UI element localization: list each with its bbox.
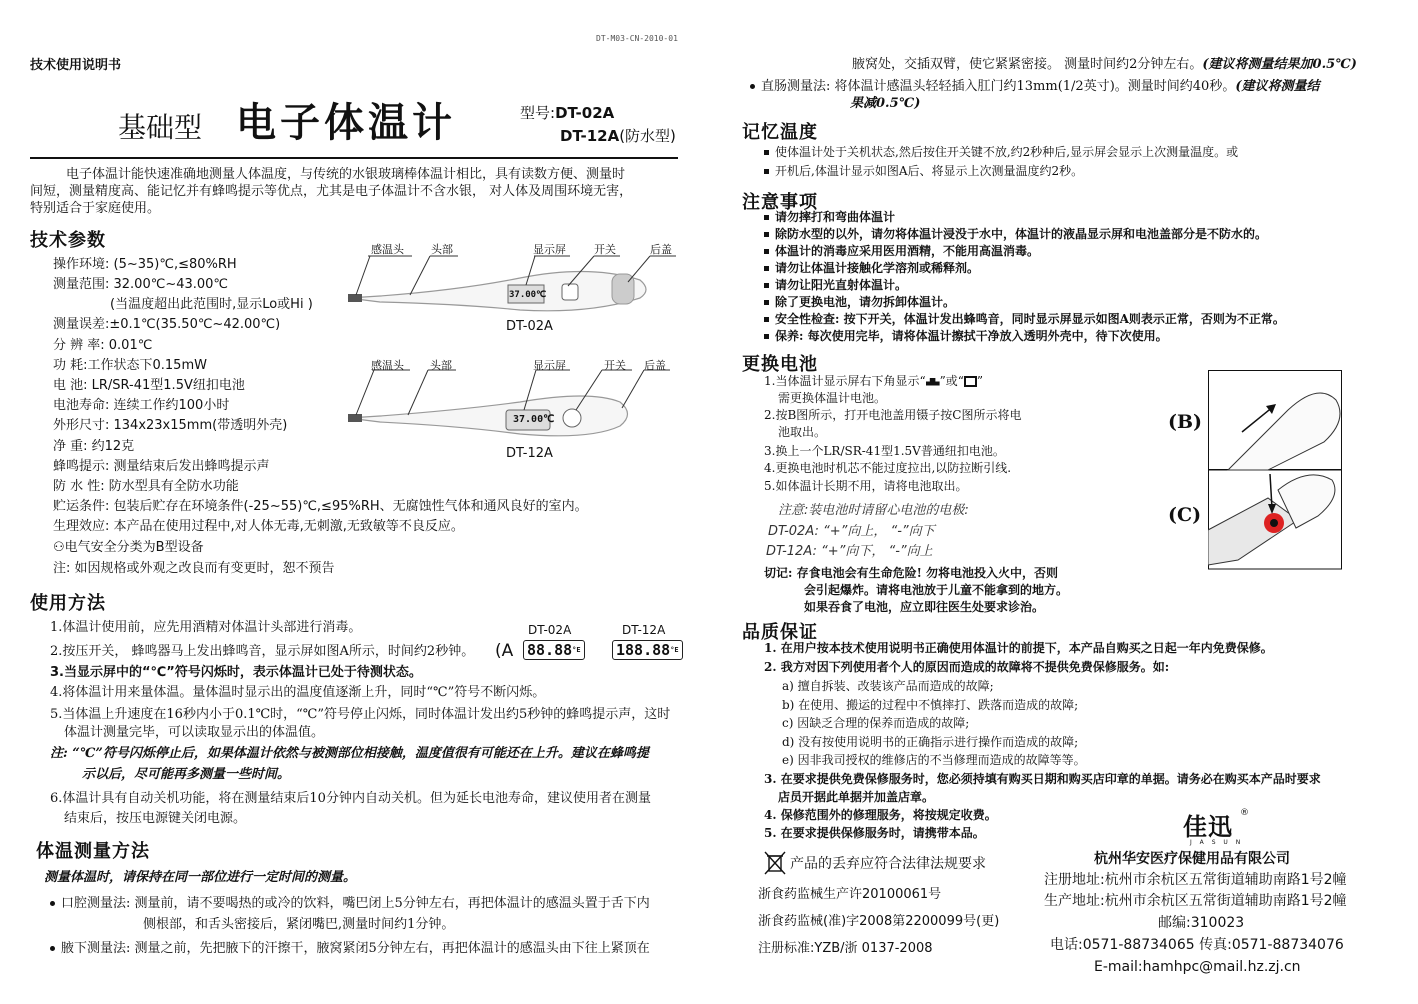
lcd-full-segment-dt02a: $88.88^{^\circ E}$ [523, 640, 585, 660]
usage-step: 5.当体温上升速度在16秒内小于0.1℃时，“℃”符号停止闪烁，同时体温计发出约5秒钟的蜂鸣提示声，这时 [50, 707, 671, 722]
empty-battery-icon [964, 376, 977, 387]
spec-row: 贮运条件: 包装后贮存在环境条件(-25~55)℃,≤95%RH、无腐蚀性气体和通风良好的室内。 [53, 499, 588, 514]
battery-step: 1.当体温计显示屏右下角显示“ ”或“ ” [764, 374, 984, 388]
figure-a-label: (A [495, 641, 514, 661]
diagram-model-label: DT-12A [506, 446, 553, 461]
spec-row: (当温度超出此范围时,显示Lo或Hi ) [110, 297, 313, 312]
label-back-cap: 后盖 [644, 359, 666, 372]
usage-step: 1.体温计使用前，应先用酒精对体温计头部进行消毒。 [50, 620, 362, 635]
spec-row: 净 重: 约12克 [53, 439, 135, 454]
oral-method-cont: 侧根部，和舌头密接后，紧闭嘴巴,测量时间约1分钟。 [143, 917, 455, 932]
product-title: 电子体温计 [236, 99, 456, 146]
battery-step: 5.如体温计长期不用，请将电池取出。 [764, 479, 968, 493]
figure-a-model: DT-12A [622, 623, 666, 637]
caution-item: 体温计的消毒应采用医用酒精，不能用高温消毒。 [764, 244, 1039, 259]
axillary-method: 腋下测量法: 测量之前，先把腋下的汗擦干，腋窝紧闭5分钟左右，再把体温计的感温头由下往上紧顶在 [50, 941, 650, 957]
crossed-bin-icon [764, 851, 786, 875]
low-battery-icon [926, 378, 940, 386]
email: E-mail:hamhpc@mail.hz.zj.cn [1094, 959, 1301, 975]
label-display: 显示屏 [533, 243, 566, 256]
label-display: 显示屏 [533, 359, 566, 372]
caution-item: 请勿让体温计接触化学溶剂或稀释剂。 [764, 261, 979, 276]
registration-standard: 注册标准:YZB/浙 0137-2008 [758, 941, 933, 956]
battery-polarity-dt02a: DT-02A: “+”向上， “-”向下 [768, 524, 935, 539]
manual-label: 技术使用说明书 [30, 58, 122, 73]
battery-step-cont: 池取出。 [778, 425, 827, 439]
figure-b-label: (B) [1168, 411, 1203, 433]
warranty-item-cont: 店员开据此单据并加盖店章。 [778, 790, 935, 804]
warranty-item: 5. 在要求提供保修服务时，请携带本品。 [764, 826, 985, 840]
intro-line: 间短，测量精度高、能记忆并有蜂鸣提示等优点，尤其是电子体温计不含水银， 对人体及周围环境无害， [30, 184, 633, 199]
disposal-notice: 产品的丢弃应符合法律法规要求 [790, 856, 986, 872]
battery-note-title: 注意:装电池时请留心电池的电极: [778, 503, 969, 518]
label-head: 头部 [430, 359, 452, 372]
warranty-subitem: a) 擅自拆装、改装该产品而造成的故障; [782, 679, 994, 693]
rectal-method: 直肠测量法: 将体温计感温头轻轻插入肛门约13mm(1/2英寸)。测量时间约40秒。(建议将测量结 [750, 79, 1319, 95]
cautions-heading: 注意事项 [742, 192, 818, 213]
battery-warning: 会引起爆炸。请将电池放于儿童不能拿到的地方。 [804, 583, 1069, 597]
model-number-2: DT-12A(防水型) [560, 127, 676, 145]
lcd-reading: 37.00℃ [509, 290, 547, 300]
battery-step: 3.换上一个LR/SR-41型1.5V普通纽扣电池。 [764, 444, 1005, 458]
warranty-subitem: c) 因缺乏合理的保养而造成的故障; [782, 716, 970, 730]
caution-item: 请勿让阳光直射体温计。 [764, 278, 907, 293]
battery-polarity-dt12a: DT-12A: “+”向下， “-”向上 [766, 544, 933, 559]
spec-row: 操作环境: (5~35)℃,≤80%RH [53, 257, 237, 272]
warranty-item: 3. 在要求提供免费保修服务时，您必须持填有购买日期和购买店印章的单据。请务必在购买本产品时要求 [764, 772, 1321, 786]
title-rule [30, 157, 678, 159]
spec-row: 分 辨 率: 0.01℃ [53, 338, 153, 353]
usage-step: 结束后，按压电源键关闭电源。 [64, 811, 247, 826]
usage-note: 示以后，尽可能再多测量一些时间。 [82, 767, 291, 782]
usage-step: 6.体温计具有自动关机功能，将在测量结束后10分钟内自动关机。但为延长电池寿命，建议使用者在测量 [50, 791, 651, 806]
diagram-model-label: DT-02A [506, 319, 553, 334]
usage-step: 体温计测量完毕，可以读取显示出的体温值。 [64, 725, 325, 740]
battery-cover-diagram [1208, 370, 1342, 570]
registration-number: 浙食药监械(准)字2008第2200099号(更) [758, 914, 1000, 929]
spec-row: 蜂鸣提示: 测量结束后发出蜂鸣提示声 [53, 459, 270, 474]
phone-fax: 电话:0571-88734065 传真:0571-88734076 [1050, 937, 1344, 953]
axillary-method-cont: 腋窝处，交插双臂，使它紧紧密接。 测量时间约2分钟左右。(建议将测量结果加0.5℃) [852, 57, 1357, 72]
specs-heading: 技术参数 [30, 230, 106, 251]
battery-step: 2.按B图所示，打开电池盖用镊子按C图所示将电 [764, 408, 1022, 422]
label-switch: 开关 [604, 359, 626, 372]
postcode: 邮编:310023 [1158, 915, 1245, 931]
memory-item: 使体温计处于关机状态,然后按住开关键不放,约2秒种后,显示屏会显示上次测量温度。或 [764, 145, 1238, 160]
warranty-item: 2. 我方对因下列使用者个人的原因而造成的故障将不提供免费保修服务。如: [764, 660, 1170, 674]
intro-line: 电子体温计能快速准确地测量人体温度，与传统的水银玻璃棒体温计相比，具有读数方便、测量时 [66, 167, 626, 182]
warranty-item: 4. 保修范围外的修理服务，将按规定收费。 [764, 808, 997, 822]
warranty-heading: 品质保证 [742, 622, 818, 643]
label-back-cap: 后盖 [650, 243, 672, 256]
registration-number: 浙食药监械生产许20100061号 [758, 887, 942, 902]
figure-a-model: DT-02A [528, 623, 572, 637]
spec-row: 电 池: LR/SR-41型1.5V纽扣电池 [53, 378, 245, 393]
company-name: 杭州华安医疗保健用品有限公司 [1094, 851, 1290, 867]
measure-heading: 体温测量方法 [36, 841, 150, 862]
spec-row: 测量误差:±0.1℃(35.50℃~42.00℃) [53, 317, 281, 332]
spec-row: 功 耗:工作状态下0.15mW [53, 358, 207, 373]
usage-step: 4.将体温计用来量体温。量体温时显示出的温度值逐渐上升，同时“℃”符号不断闪烁。 [50, 685, 546, 700]
label-head: 头部 [431, 243, 453, 256]
intro-line: 特别适合于家庭使用。 [30, 201, 161, 216]
label-sensor: 感温头 [371, 243, 404, 256]
lcd-reading: 37.00℃ [513, 414, 555, 425]
figure-c-label: (C) [1168, 504, 1202, 526]
spec-row: 注: 如因规格或外观之改良而有变更时，恕不预告 [53, 561, 335, 576]
warranty-subitem: e) 因非我司授权的维修店的不当修理而造成的故障等等。 [782, 753, 1086, 767]
brand-sub: J A S U N [1190, 839, 1244, 846]
model-number: 型号:DT-02A [520, 104, 615, 122]
spec-row: ⚇电气安全分类为B型设备 [53, 540, 204, 555]
caution-item: 请勿摔打和弯曲体温计 [764, 210, 895, 225]
caution-item: 除了更换电池，请勿拆卸体温计。 [764, 295, 955, 310]
caution-item: 安全性检查: 按下开关，体温计发出蜂鸣音，同时显示屏显示如图A则表示正常，否则为不正常。 [764, 312, 1285, 327]
warranty-subitem: d) 没有按使用说明书的正确指示进行操作而造成的故障; [782, 735, 1079, 749]
label-switch: 开关 [594, 243, 616, 256]
usage-heading: 使用方法 [30, 593, 106, 614]
brand-logo: 佳迅 [1183, 813, 1233, 841]
spec-row: 电池寿命: 连续工作约100小时 [53, 398, 230, 413]
oral-method: 口腔测量法: 测量前，请不要喝热的或冷的饮料，嘴巴闭上5分钟左右，再把体温计的感温头置于舌下内 [50, 896, 650, 912]
registered-mark: ® [1240, 808, 1249, 818]
caution-item: 除防水型的以外，请勿将体温计浸没于水中，体温计的液晶显示屏和电池盖部分是不防水的。 [764, 227, 1267, 242]
rectal-method-cont: 果减0.5℃) [850, 96, 921, 111]
spec-row: 防 水 性: 防水型具有全防水功能 [53, 479, 239, 494]
spec-row: 生理效应: 本产品在使用过程中,对人体无毒,无刺激,无致敏等不良反应。 [53, 519, 464, 534]
battery-warning: 如果吞食了电池，应立即往医生处要求诊治。 [804, 600, 1045, 614]
label-sensor: 感温头 [371, 359, 404, 372]
spec-row: 测量范围: 32.00℃~43.00℃ [53, 277, 229, 292]
memory-heading: 记忆温度 [742, 122, 818, 143]
battery-step: 4.更换电池时机芯不能过度拉出,以防拉断引线. [764, 461, 1012, 475]
usage-step: 2.按压开关， 蜂鸣器马上发出蜂鸣音，显示屏如图A所示，时间约2秒钟。 [50, 644, 475, 659]
lcd-full-segment-dt12a: $188.88^{^\circ E}$ [612, 640, 683, 660]
warranty-item: 1. 在用户按本技术使用说明书正确使用体温计的前提下，本产品自购买之日起一年内免费保修。 [764, 641, 1273, 655]
battery-heading: 更换电池 [742, 354, 818, 375]
memory-item: 开机后,体温计显示如图A后、将显示上次测量温度约2秒。 [764, 164, 1083, 179]
b-type-person-icon: ⚇ [53, 540, 65, 555]
registered-address: 注册地址:杭州市余杭区五常街道辅助南路1号2幢 [1044, 872, 1347, 888]
type-label: 基础型 [118, 111, 203, 144]
production-address: 生产地址:杭州市余杭区五常街道辅助南路1号2幢 [1044, 893, 1347, 909]
spec-row: 外形尺寸: 134x23x15mm(带透明外壳) [53, 418, 288, 433]
usage-note: 注: “℃”符号闪烁停止后，如果体温计依然与被测部位相接触，温度值很有可能还在上升。建议在蜂鸣提 [50, 746, 649, 761]
battery-warning: 切记: 存食电池会有生命危险! 勿将电池投入火中，否则 [764, 566, 1059, 580]
measure-note: 测量体温时，请保持在同一部位进行一定时间的测量。 [44, 870, 357, 885]
usage-step: 3.当显示屏中的“℃”符号闪烁时，表示体温计已处于待测状态。 [50, 665, 422, 680]
battery-step-cont: 需更换体温计电池。 [778, 391, 887, 405]
doc-code: DT-M03-CN-2010-01 [596, 34, 678, 43]
caution-item: 保养: 每次使用完毕，请将体温计擦拭干净放入透明外壳中，待下次使用。 [764, 329, 1168, 344]
warranty-subitem: b) 在使用、搬运的过程中不慎摔打、跌落而造成的故障; [782, 698, 1079, 712]
